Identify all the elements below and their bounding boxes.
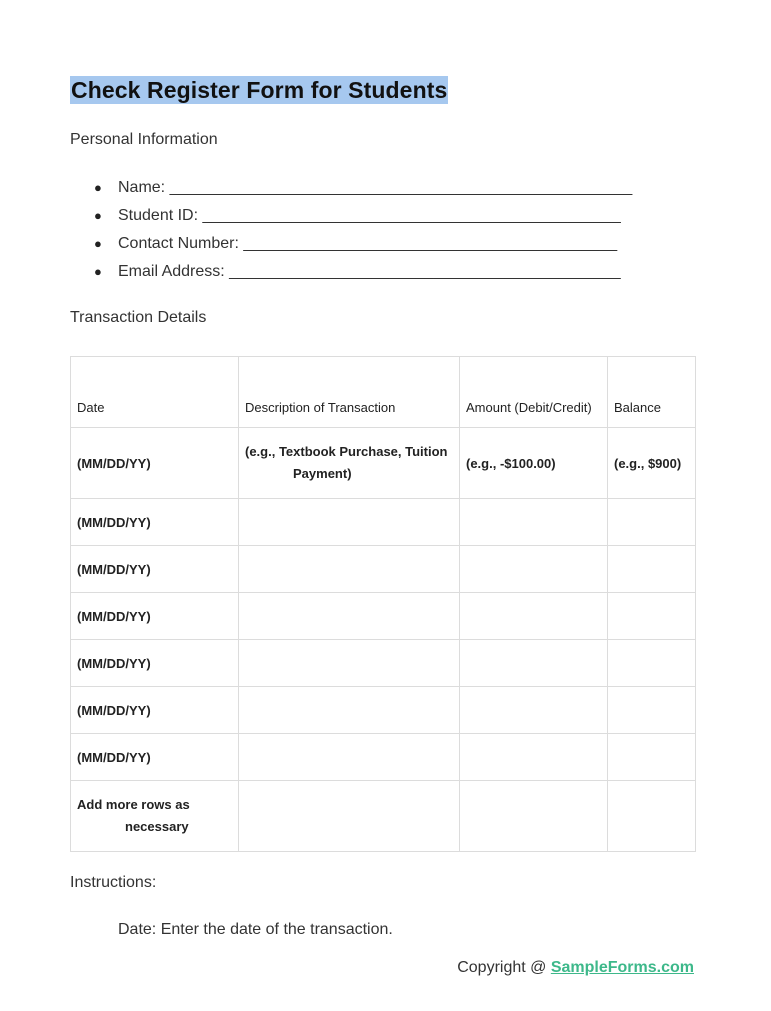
- list-item: [94, 262, 632, 290]
- bullet-icon: ●: [94, 264, 102, 279]
- bullet-icon: ●: [94, 208, 102, 223]
- name-field: Name: ____________________________________________________: [118, 179, 633, 196]
- transaction-table: [70, 356, 696, 852]
- header-description: Description of Transaction: [239, 357, 460, 428]
- header-amount: Amount (Debit/Credit): [460, 357, 608, 428]
- bullet-icon: ●: [94, 180, 102, 195]
- header-date: Date: [71, 357, 239, 428]
- cell-add-more: Add more rows as necessary: [71, 781, 239, 852]
- copyright-prefix: Copyright @: [457, 959, 547, 976]
- cell-date: (MM/DD/YY): [71, 546, 239, 593]
- cell-description: (e.g., Textbook Purchase, Tuition Payment): [239, 428, 460, 499]
- personal-info-list: [94, 178, 632, 290]
- table-row: [71, 546, 696, 593]
- transaction-heading: Transaction Details: [70, 309, 207, 326]
- bullet-icon: ●: [94, 236, 102, 251]
- table-row: [71, 734, 696, 781]
- cell-date: (MM/DD/YY): [71, 734, 239, 781]
- cell-balance: (e.g., $900): [608, 428, 696, 499]
- table-header-row: [71, 357, 696, 428]
- instruction-date: Date: Enter the date of the transaction.: [118, 921, 393, 938]
- header-balance: Balance: [608, 357, 696, 428]
- copyright: [457, 959, 694, 977]
- table-row: [71, 428, 696, 499]
- table-row: [71, 640, 696, 687]
- table-row: [71, 593, 696, 640]
- table-row: [71, 499, 696, 546]
- brand-link[interactable]: SampleForms.com: [550, 959, 694, 976]
- cell-date: (MM/DD/YY): [71, 593, 239, 640]
- personal-info-heading: Personal Information: [70, 131, 218, 148]
- list-item: [94, 234, 632, 262]
- list-item: [94, 206, 632, 234]
- instructions-heading: Instructions:: [70, 874, 157, 891]
- cell-date: (MM/DD/YY): [71, 640, 239, 687]
- list-item: [94, 178, 632, 206]
- student-id-field: Student ID: _______________________________________________: [118, 207, 621, 224]
- page-title: Check Register Form for Students: [71, 77, 448, 103]
- cell-date: (MM/DD/YY): [71, 428, 239, 499]
- email-address-field: Email Address: ____________________________________________: [118, 263, 621, 280]
- cell-date: (MM/DD/YY): [71, 687, 239, 734]
- table-row: [71, 687, 696, 734]
- table-row: [71, 781, 696, 852]
- cell-amount: (e.g., -$100.00): [460, 428, 608, 499]
- cell-date: (MM/DD/YY): [71, 499, 239, 546]
- contact-number-field: Contact Number: __________________________________________: [118, 235, 618, 252]
